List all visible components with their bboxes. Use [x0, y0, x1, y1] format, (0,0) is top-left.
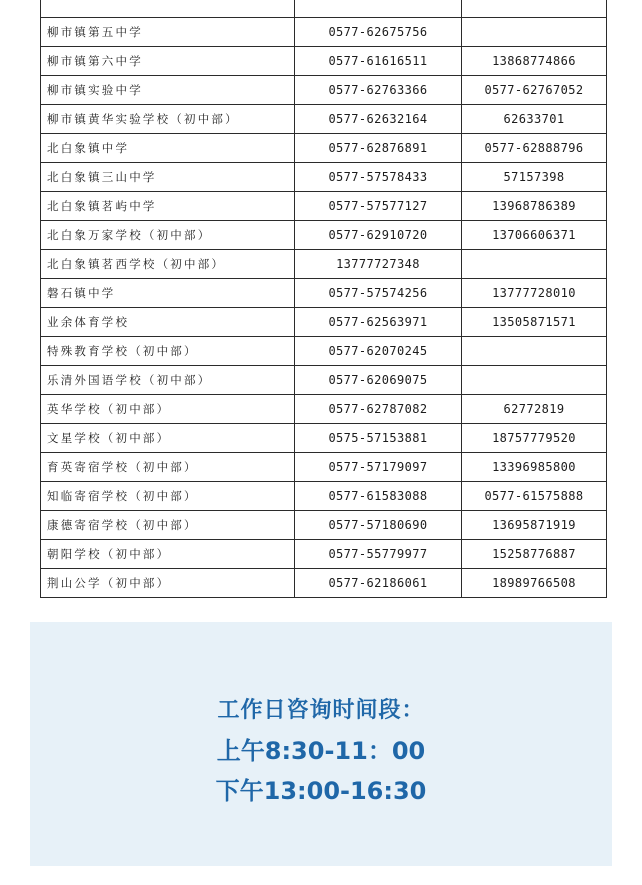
alt-phone-cell: 0577-62767052: [462, 76, 607, 105]
alt-phone-cell: 15258776887: [462, 540, 607, 569]
table-row: [41, 511, 607, 540]
alt-phone-cell: [462, 18, 607, 47]
table-row: [41, 105, 607, 134]
phone-cell: 0577-57577127: [295, 192, 462, 221]
school-name-cell: 北白象镇三山中学: [41, 163, 295, 192]
school-name-cell: 北白象镇茗屿中学: [41, 192, 295, 221]
phone-cell: 0577-57179097: [295, 453, 462, 482]
school-name-cell: 柳市镇实验中学: [41, 76, 295, 105]
table-row: [41, 540, 607, 569]
alt-phone-cell: 13505871571: [462, 308, 607, 337]
alt-phone-cell: 0577-62888796: [462, 134, 607, 163]
school-name-cell: 文星学校（初中部）: [41, 424, 295, 453]
school-name-cell: 荆山公学（初中部）: [41, 569, 295, 598]
school-name-cell: 乐清外国语学校（初中部）: [41, 366, 295, 395]
alt-phone-cell: [462, 337, 607, 366]
alt-phone-cell: 13706606371: [462, 221, 607, 250]
phone-cell: 0577-61616511: [295, 47, 462, 76]
school-name-cell: 柳市镇黄华实验学校（初中部）: [41, 105, 295, 134]
alt-phone-cell: 13868774866: [462, 47, 607, 76]
table-row: [41, 163, 607, 192]
table-row: [41, 76, 607, 105]
table-row: [41, 337, 607, 366]
school-name-cell: 康德寄宿学校（初中部）: [41, 511, 295, 540]
alt-phone-cell: 13695871919: [462, 511, 607, 540]
phone-cell: 0577-57578433: [295, 163, 462, 192]
phone-cell: 0577-62675756: [295, 18, 462, 47]
afternoon-hours: 下午13:00-16:30: [215, 777, 427, 805]
table-row: [41, 308, 607, 337]
phone-cell: 0577-62763366: [295, 76, 462, 105]
phone-cell: [295, 0, 462, 18]
consultation-hours-panel: [30, 622, 612, 866]
table-row-partial: [41, 0, 607, 18]
phone-cell: 0577-62563971: [295, 308, 462, 337]
table-row: [41, 395, 607, 424]
phone-cell: 0577-62186061: [295, 569, 462, 598]
school-name-cell: [41, 0, 295, 18]
phone-cell: 0577-62876891: [295, 134, 462, 163]
phone-cell: 0577-62069075: [295, 366, 462, 395]
phone-cell: 0577-62910720: [295, 221, 462, 250]
school-name-cell: 英华学校（初中部）: [41, 395, 295, 424]
phone-cell: 0577-62632164: [295, 105, 462, 134]
table-row: [41, 453, 607, 482]
school-name-cell: 柳市镇第五中学: [41, 18, 295, 47]
school-contact-table: [40, 0, 607, 598]
school-name-cell: 磐石镇中学: [41, 279, 295, 308]
table-row: [41, 250, 607, 279]
table-row: [41, 47, 607, 76]
school-name-cell: 业余体育学校: [41, 308, 295, 337]
alt-phone-cell: 18757779520: [462, 424, 607, 453]
consultation-hours-heading: 工作日咨询时间段：: [217, 698, 425, 723]
phone-cell: 0577-57180690: [295, 511, 462, 540]
school-name-cell: 柳市镇第六中学: [41, 47, 295, 76]
table-row: [41, 134, 607, 163]
alt-phone-cell: 18989766508: [462, 569, 607, 598]
school-name-cell: 育英寄宿学校（初中部）: [41, 453, 295, 482]
phone-cell: 0577-55779977: [295, 540, 462, 569]
morning-hours: 上午8:30-11：00: [216, 737, 426, 765]
alt-phone-cell: 13396985800: [462, 453, 607, 482]
table-row: [41, 366, 607, 395]
school-name-cell: 知临寄宿学校（初中部）: [41, 482, 295, 511]
school-name-cell: 特殊教育学校（初中部）: [41, 337, 295, 366]
table-body: [41, 0, 607, 598]
table-row: [41, 18, 607, 47]
phone-cell: 0577-62070245: [295, 337, 462, 366]
phone-cell: 0575-57153881: [295, 424, 462, 453]
table-row: [41, 279, 607, 308]
school-name-cell: 朝阳学校（初中部）: [41, 540, 295, 569]
alt-phone-cell: [462, 250, 607, 279]
phone-cell: 0577-62787082: [295, 395, 462, 424]
school-name-cell: 北白象镇中学: [41, 134, 295, 163]
phone-cell: 0577-57574256: [295, 279, 462, 308]
table-row: [41, 192, 607, 221]
school-name-cell: 北白象镇茗西学校（初中部）: [41, 250, 295, 279]
table-row: [41, 482, 607, 511]
table-row: [41, 569, 607, 598]
phone-cell: 13777727348: [295, 250, 462, 279]
school-name-cell: 北白象万家学校（初中部）: [41, 221, 295, 250]
alt-phone-cell: [462, 366, 607, 395]
phone-cell: 0577-61583088: [295, 482, 462, 511]
table-row: [41, 424, 607, 453]
alt-phone-cell: [462, 0, 607, 18]
alt-phone-cell: 0577-61575888: [462, 482, 607, 511]
alt-phone-cell: 57157398: [462, 163, 607, 192]
alt-phone-cell: 62633701: [462, 105, 607, 134]
alt-phone-cell: 62772819: [462, 395, 607, 424]
alt-phone-cell: 13777728010: [462, 279, 607, 308]
table-row: [41, 221, 607, 250]
alt-phone-cell: 13968786389: [462, 192, 607, 221]
